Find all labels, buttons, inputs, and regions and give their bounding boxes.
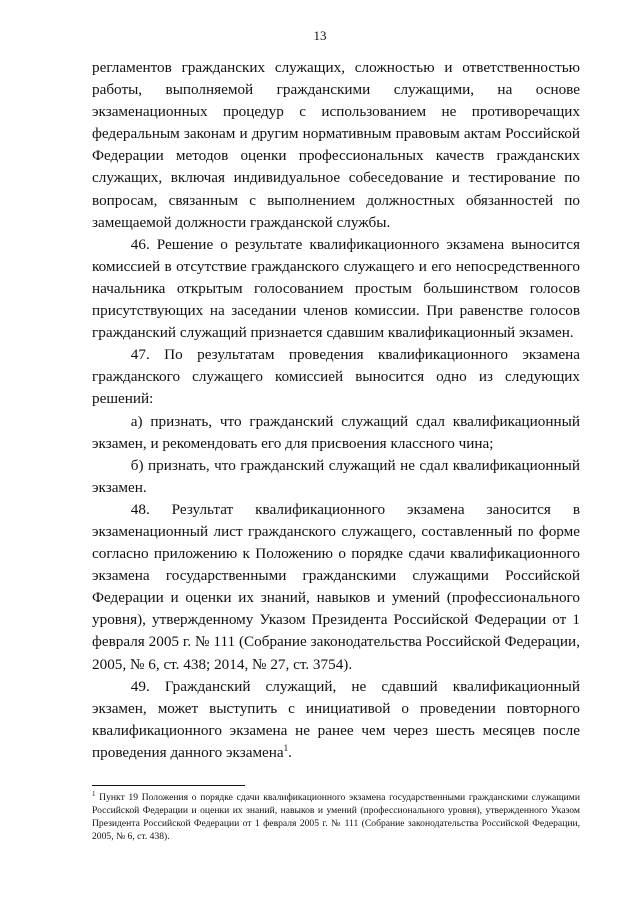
paragraph-49-tail: . — [288, 743, 292, 761]
paragraph-49-text: 49. Гражданский служащий, не сдавший квалификационный экзамен, может выступить с инициативой о проведении повторного квалификационного экзамена не ранее чем через шесть месяцев после проведения данного экзамена — [92, 677, 580, 761]
document-body — [92, 57, 580, 764]
paragraph-46: 46. Решение о результате квалификационного экзамена выносится комиссией в отсутствие гражданского служащего и его непосредственного начальника открытым голосованием простым большинством голосов присутствующих на заседании членов комиссии. При равенстве голосов гражданский служащий признается сдавшим квалификационный экзамен. — [92, 235, 580, 342]
footnote-marker: 1 — [92, 789, 96, 798]
page-number: 13 — [313, 28, 327, 43]
footnote-text: Пункт 19 Положения о порядке сдачи квалификационного экзамена государственными гражданскими служащими Российской Федерации и оценки их знаний, навыков и умений (профессионального уровня), утвержденного Указом Президента Российской Федерации от 1 февраля 2005 г. № 111 (Собрание законодательства Российской Федерации, 2005, № 6, ст. 438). — [92, 792, 580, 842]
footnote-reference: 1 — [283, 742, 289, 753]
paragraph-48: 48. Результат квалификационного экзамена заносится в экзаменационный лист гражданского служащего, составленный по форме согласно приложению к Положению о порядке сдачи квалификационного экзамена государственными гражданскими служащими Российской Федерации и оценки их знаний, навыков и умений (профессионального уровня), утвержденному Указом Президента Российской Федерации от 1 февраля 2005 г. № 111 (Собрание законодательства Российской Федерации, 2005, № 6, ст. 438; 2014, № 27, ст. 3754). — [92, 500, 580, 673]
paragraph-continuation: регламентов гражданских служащих, сложностью и ответственностью работы, выполняемой гражданскими служащими, на основе экзаменационных процедур с использованием не противоречащих федеральным законам и другим нормативным правовым актам Российской Федерации методов оценки профессиональных качеств гражданских служащих, включая индивидуальное собеседование и тестирование по вопросам, связанным с выполнением должностных обязанностей по замещаемой должности гражданской службы. — [92, 59, 580, 231]
footnote — [92, 789, 580, 844]
paragraph-47-option-a: а) признать, что гражданский служащий сдал квалификационный экзамен, и рекомендовать его для присвоения классного чина; — [92, 412, 580, 452]
paragraph-47: 47. По результатам проведения квалификационного экзамена гражданского служащего комиссией выносится одно из следующих решений: — [92, 346, 580, 408]
paragraph-49 — [92, 676, 580, 764]
footnote-separator — [92, 785, 245, 786]
paragraph-47-option-b: б) признать, что гражданский служащий не сдал квалификационный экзамен. — [92, 456, 580, 496]
